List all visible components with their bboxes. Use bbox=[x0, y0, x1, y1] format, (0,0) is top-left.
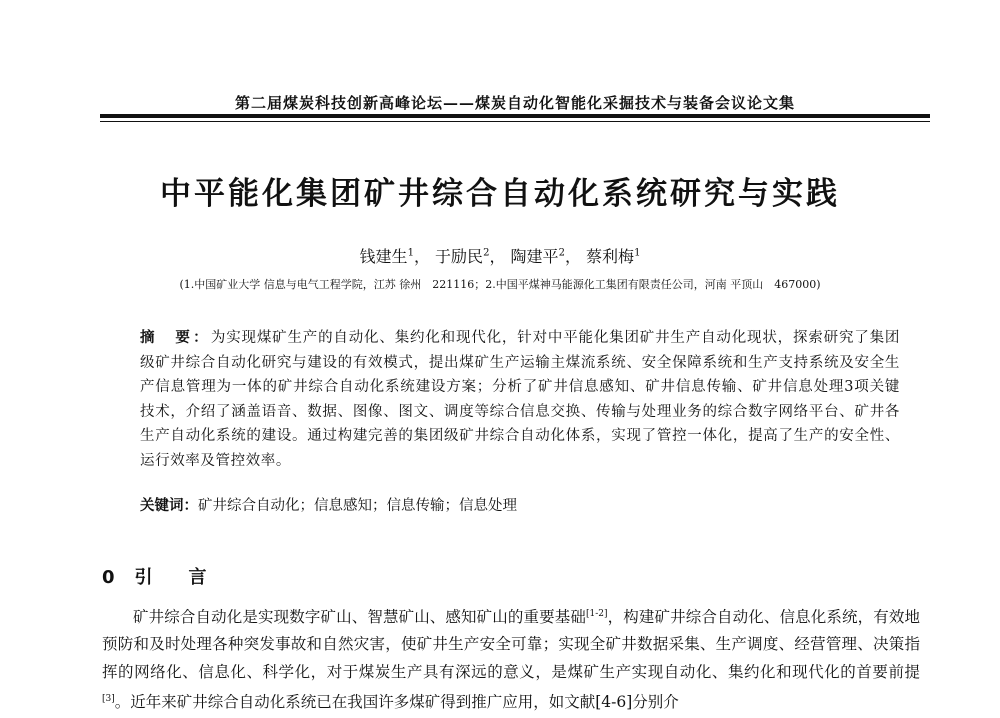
author-separator: ， bbox=[564, 247, 581, 266]
section-number: 0 bbox=[102, 567, 115, 588]
author-separator: ， bbox=[489, 247, 506, 266]
intro-text: ，构建矿井综合自动化、信息化系统，有效地预防和及时处理各种突发事故和自然灾害，使矿井生产安全可靠；实现全矿井数据采集、生产调度、经营管理、决策指挥的网络化、信息化、科学化，对于煤炭生产具有深远的意义，是煤矿生产实现自动化、集约化和现代化的首要前提 bbox=[102, 608, 920, 681]
author-list bbox=[0, 244, 1000, 267]
author-name: 于励民 bbox=[435, 247, 484, 266]
author-name: 钱建生 bbox=[359, 247, 408, 266]
header-rule-thin bbox=[100, 121, 930, 122]
abstract bbox=[140, 326, 900, 474]
author-name: 蔡利梅 bbox=[586, 247, 635, 266]
keywords-text: 矿井综合自动化；信息感知；信息传输；信息处理 bbox=[198, 498, 517, 514]
citation: [1-2] bbox=[586, 609, 608, 619]
intro-text: 。近年来矿井综合自动化系统已在我国许多煤矿得到推广应用，如文献[4-6]分别介 bbox=[114, 692, 679, 711]
author-affiliation-mark: 2 bbox=[483, 247, 490, 259]
abstract-label: 摘 要： bbox=[140, 330, 211, 346]
intro-text: 矿井综合自动化是实现数字矿山、智慧矿山、感知矿山的重要基础 bbox=[133, 608, 587, 627]
author-affiliation-mark: 2 bbox=[558, 247, 565, 259]
paper-title: 中平能化集团矿井综合自动化系统研究与实践 bbox=[160, 176, 840, 212]
affiliation: (1.中国矿业大学 信息与电气工程学院，江苏 徐州 221116；2.中国平煤神马能源化工集团有限责任公司，河南 平顶山 467000) bbox=[179, 278, 821, 291]
citation: [3] bbox=[102, 693, 115, 704]
author-affiliation-mark: 1 bbox=[634, 247, 641, 259]
header-rule-thick bbox=[100, 114, 930, 118]
author-name: 陶建平 bbox=[510, 247, 559, 266]
abstract-text: 为实现煤矿生产的自动化、集约化和现代化，针对中平能化集团矿井生产自动化现状，探索研究了集团级矿井综合自动化研究与建设的有效模式，提出煤矿生产运输主煤流系统、安全保障系统和生产支持系统及安全生产信息管理为一体的矿井综合自动化系统建设方案；分析了矿井信息感知、矿井信息传输、矿井信息处理3项关键技术，介绍了涵盖语音、数据、图像、图文、调度等综合信息交换、传输与处理业务的综合数字网络平台、矿井各生产自动化系统的建设。通过构建完善的集团级矿井综合自动化体系，实现了管控一体化，提高了生产的安全性、运行效率及管控效率。 bbox=[140, 330, 900, 469]
running-header: 第二届煤炭科技创新高峰论坛——煤炭自动化智能化采掘技术与装备会议论文集 bbox=[234, 94, 795, 112]
author-affiliation-mark: 1 bbox=[407, 247, 414, 259]
keywords-label: 关键词： bbox=[140, 498, 198, 514]
section-title: 引言 bbox=[134, 567, 243, 588]
intro-paragraph bbox=[102, 601, 920, 716]
section-heading bbox=[102, 563, 243, 589]
keywords bbox=[140, 494, 900, 515]
author-separator: ， bbox=[413, 247, 430, 266]
